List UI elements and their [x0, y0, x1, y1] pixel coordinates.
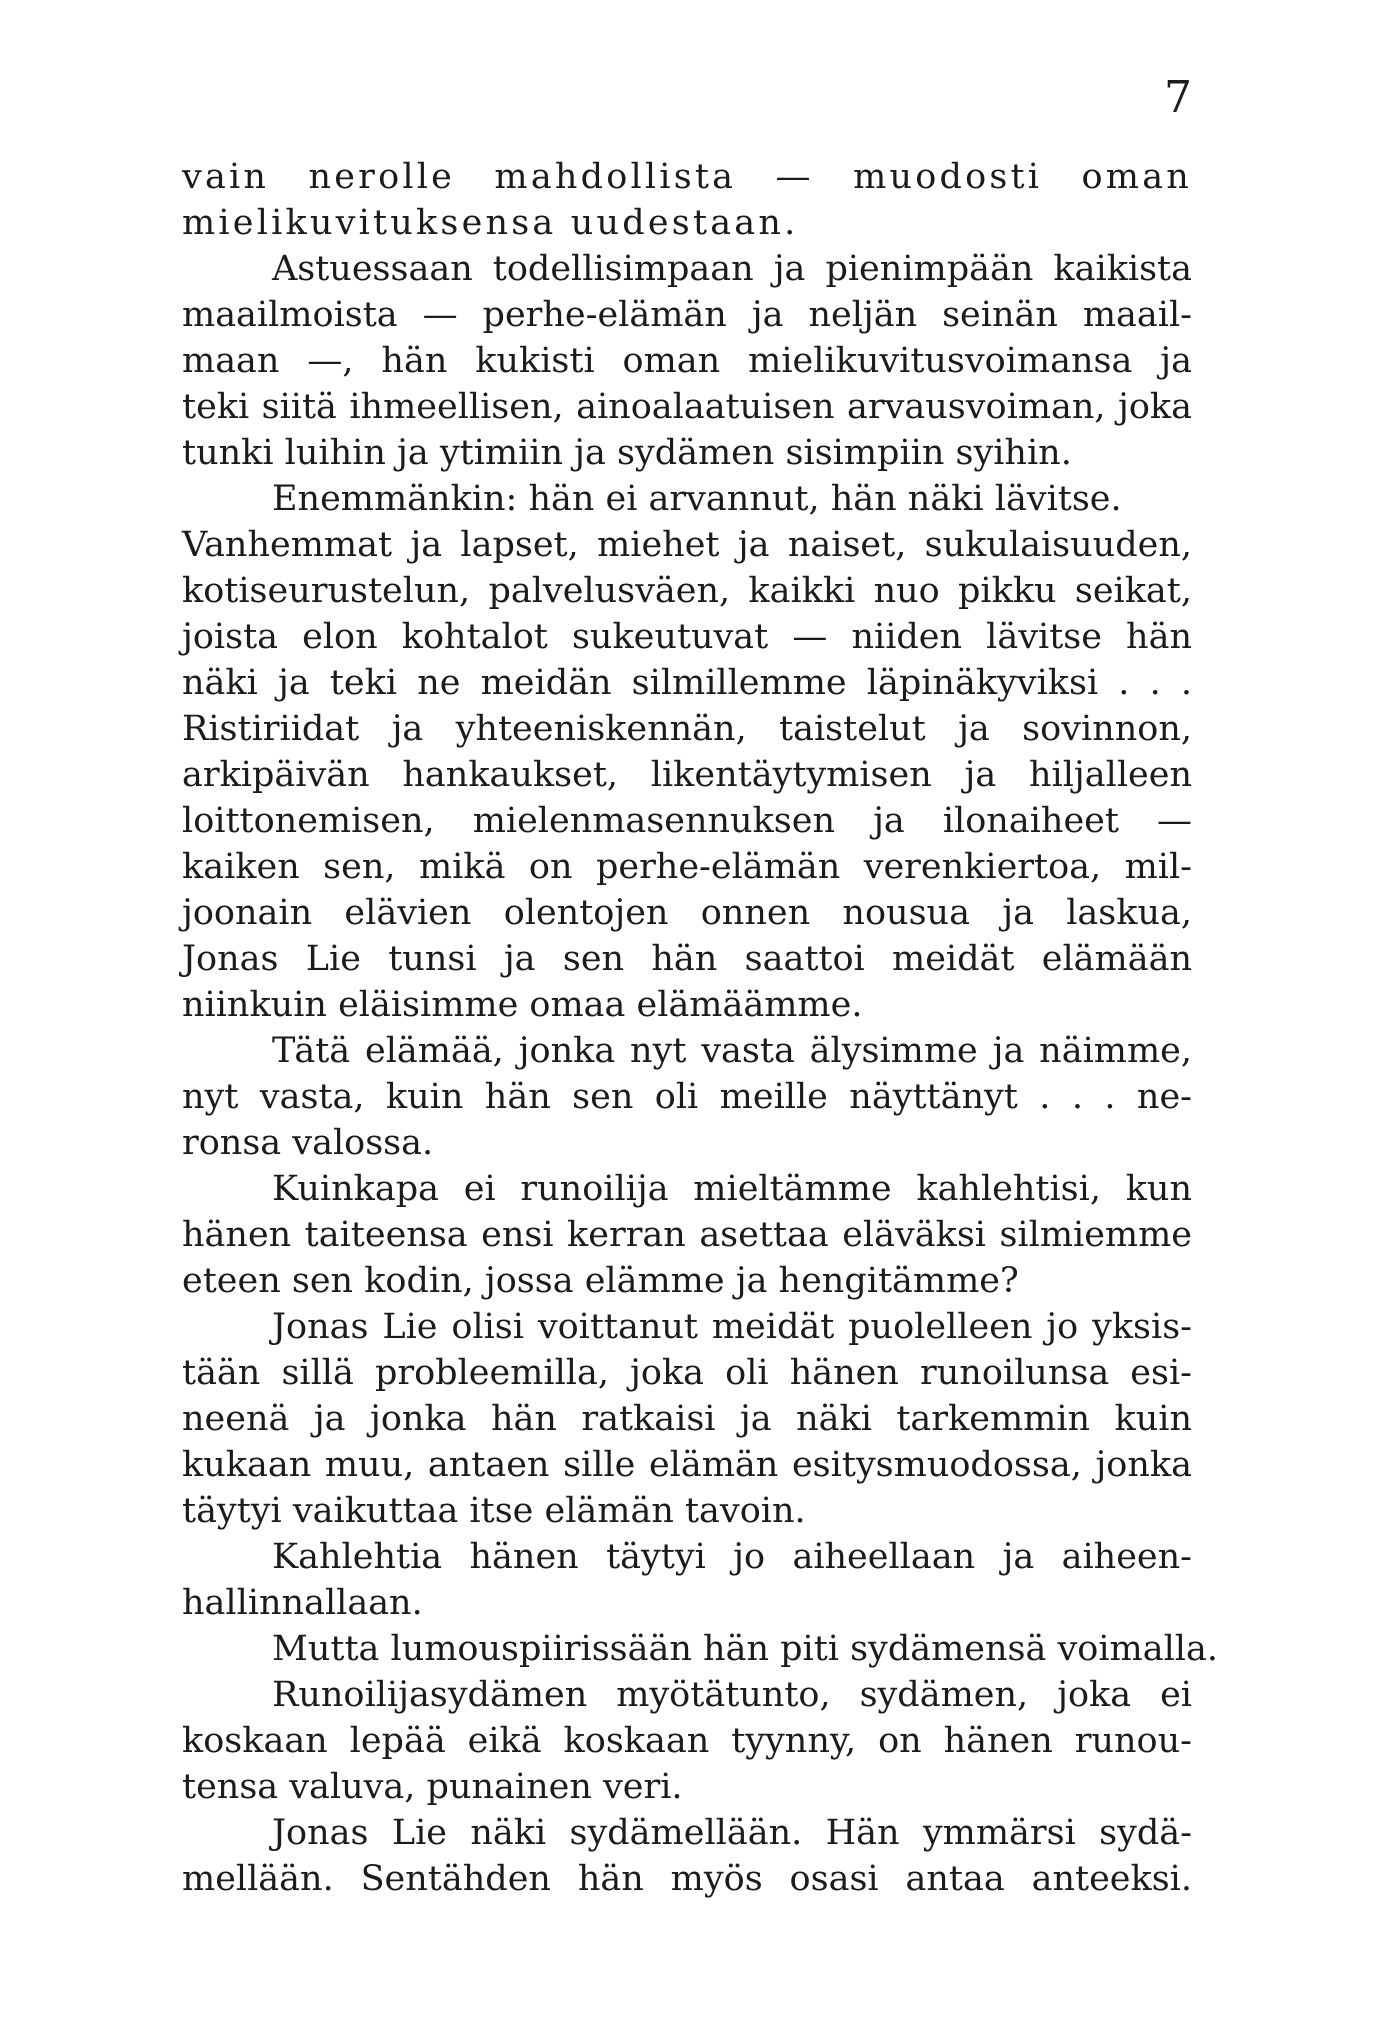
paragraph-first-line: Jonas Lie näki sydämellään. Hän ymmärsi sydä- — [272, 1813, 1192, 1853]
text-line: neenä ja jonka hän ratkaisi ja näki tarkemmin kuin — [182, 1399, 1192, 1439]
text-line: tunki luihin ja ytimiin ja sydämen sisimpiin syihin. — [182, 433, 1072, 473]
text-line: ronsa valossa. — [182, 1123, 434, 1163]
text-line: loittonemisen, mielenmasennuksen ja ilonaiheet — — [182, 801, 1192, 841]
text-line: tensa valuva, punainen veri. — [182, 1767, 683, 1807]
page-number: 7 — [1164, 72, 1192, 123]
text-line: hänen taiteensa ensi kerran asettaa eläväksi silmiemme — [182, 1215, 1192, 1255]
text-line: joonain elävien olentojen onnen nousua ja laskua, — [182, 893, 1192, 933]
text-line: kaiken sen, mikä on perhe-elämän verenkiertoa, mil- — [182, 847, 1192, 887]
text-line: niinkuin eläisimme omaa elämäämme. — [182, 985, 863, 1025]
text-line: maailmoista — perhe-elämän ja neljän seinän maail- — [182, 295, 1192, 335]
text-line: täytyi vaikuttaa itse elämän tavoin. — [182, 1491, 806, 1531]
text-line: vain nerolle mahdollista — muodosti oman — [182, 157, 1192, 197]
text-line: tään sillä probleemilla, joka oli hänen runoilunsa esi- — [182, 1353, 1192, 1393]
text-line: arkipäivän hankaukset, likentäytymisen ja hiljalleen — [182, 755, 1192, 795]
paragraph-first-line: Enemmänkin: hän ei arvannut, hän näki lävitse. — [272, 479, 1122, 519]
text-line: mielikuvituksensa uudestaan. — [182, 203, 799, 243]
body-text — [182, 154, 1218, 1902]
text-line: maan —, hän kukisti oman mielikuvitusvoimansa ja — [182, 341, 1192, 381]
paragraph-first-line: Kuinkapa ei runoilija mieltämme kahlehtisi, kun — [272, 1169, 1192, 1209]
text-line: Jonas Lie tunsi ja sen hän saattoi meidät elämään — [182, 939, 1192, 979]
text-line: nyt vasta, kuin hän sen oli meille näyttänyt . . . ne- — [182, 1077, 1192, 1117]
text-line: näki ja teki ne meidän silmillemme läpinäkyviksi . . . — [182, 663, 1192, 703]
text-line: mellään. Sentähden hän myös osasi antaa anteeksi. — [182, 1859, 1192, 1899]
text-line: eteen sen kodin, jossa elämme ja hengitämme? — [182, 1261, 1019, 1301]
text-line: joista elon kohtalot sukeutuvat — niiden lävitse hän — [182, 617, 1192, 657]
paragraph-first-line: Jonas Lie olisi voittanut meidät puolelleen jo yksis- — [272, 1307, 1192, 1347]
paragraph-first-line: Mutta lumouspiirissään hän piti sydämensä voimalla. — [272, 1629, 1218, 1669]
paragraph-first-line: Astuessaan todellisimpaan ja pienimpään kaikista — [272, 249, 1192, 289]
text-line: Vanhemmat ja lapset, miehet ja naiset, sukulaisuuden, — [182, 525, 1192, 565]
text-line: teki siitä ihmeellisen, ainoalaatuisen arvausvoiman, joka — [182, 387, 1192, 427]
paragraph-first-line: Tätä elämää, jonka nyt vasta älysimme ja näimme, — [272, 1031, 1192, 1071]
text-line: hallinnallaan. — [182, 1583, 423, 1623]
text-line: kotiseurustelun, palvelusväen, kaikki nuo pikku seikat, — [182, 571, 1192, 611]
text-line: Ristiriidat ja yhteeniskennän, taistelut ja sovinnon, — [182, 709, 1192, 749]
paragraph-first-line: Runoilijasydämen myötätunto, sydämen, joka ei — [272, 1675, 1192, 1715]
text-line: kukaan muu, antaen sille elämän esitysmuodossa, jonka — [182, 1445, 1192, 1485]
paragraph-first-line: Kahlehtia hänen täytyi jo aiheellaan ja aiheen- — [272, 1537, 1192, 1577]
text-line: koskaan lepää eikä koskaan tyynny, on hänen runou- — [182, 1721, 1192, 1761]
